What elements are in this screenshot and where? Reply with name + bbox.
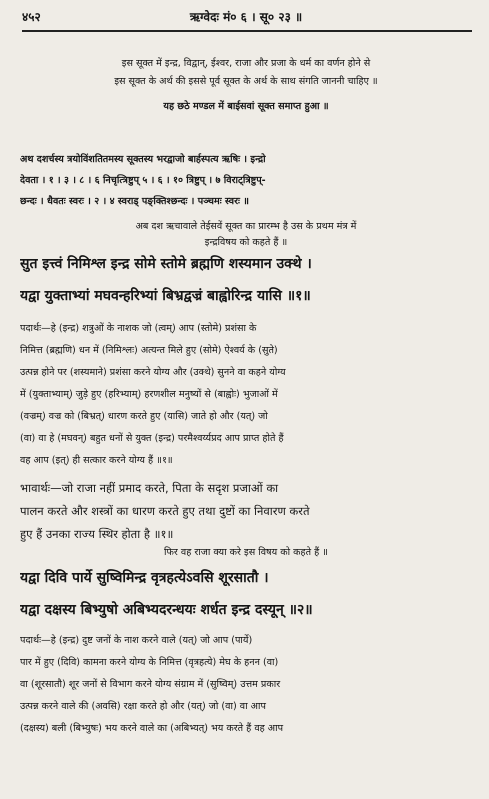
- padartha-line: उत्पन्न होने पर (शस्यमाने) प्रशंसा करने योग्य और (उक्थे) सुनने वा कहने योग्य: [20, 367, 286, 378]
- padartha-line: पदार्थः—हे (इन्द्र) शत्रुओं के नाशक जो (त्वम्) आप (स्तोमे) प्रशंसा के: [20, 323, 257, 334]
- intro-line: इस सूक्त के अर्थ की इससे पूर्व सूक्त के अर्थ के साथ संगति जाननी चाहिए ॥: [114, 76, 378, 87]
- padartha-line: में (युक्ताभ्याम्) जुड़े हुए (हरिभ्याम्) हरणशील मनुष्यों से (बाह्वोः) भुजाओं में: [20, 389, 278, 400]
- bhavartha-line: पालन करते और शस्त्रों का धारण करते हुए तथा दुष्टों का निवारण करते: [20, 504, 310, 518]
- padartha-line: निमित्त (ब्रह्मणि) धन में (निमिश्लः) अत्यन्त मिले हुए (सोमे) ऐश्वर्य के (सुते): [20, 345, 278, 356]
- meta-line: छन्दः । धैवतः स्वरः । २ । ४ स्वराड् पङ्क्तिश्छन्दः । पञ्चमः स्वरः ॥: [20, 196, 250, 207]
- lead-line: अब दश ऋचावाले तेईसवें सूक्त का प्रारम्भ है उस के प्रथम मंत्र में: [135, 221, 357, 232]
- padartha-line: पदार्थः—हे (इन्द्र) दुष्ट जनों के नाश करने वाले (यत्) जो आप (पार्ये): [20, 635, 253, 646]
- meta-line: देवता । १ । ३ । ८ । ६ निचृत्त्रिष्टुप् ५ । ६ । १० त्रिष्टुप् । ७ विराट्त्रिष्टुप्-: [20, 175, 266, 186]
- padartha-line: उत्पन्न करने वाले की (अवसि) रक्षा करते हो और (यत्) जो (वा) वा आप: [20, 701, 266, 712]
- bhavartha-line: भावार्थः—जो राजा नहीं प्रमाद करते, पिता के सदृश प्रजाओं का: [20, 481, 279, 495]
- mantra-line: यद्वा युक्ताभ्यां मघवन्हरिभ्यां बिभ्रद्वज्रं बाह्वोरिन्द्र यासि ॥१॥: [20, 288, 311, 304]
- meta-line: अथ दशर्चस्य त्रयोविंशतितमस्य सूक्तस्य भरद्वाजो बार्हस्पत्य ऋषिः । इन्द्रो: [20, 154, 266, 165]
- mantra-line: सुत इत्त्वं निमिश्ल इन्द्र सोमे स्तोमे ब्रह्मणि शस्यमान उक्थे ।: [20, 256, 312, 272]
- running-title: ऋग्वेदः मं० ६ । सू० २३ ॥: [189, 10, 303, 24]
- padartha-line: वा (शूरसातौ) शूर जनों से विभाग करने योग्य संग्राम में (सुष्विम्) उत्तम प्रकार: [20, 679, 281, 690]
- mantra-line: यद्वा दक्षस्य बिभ्युषो अबिभ्यदरन्धयः शर्धत इन्द्र दस्यून् ॥२॥: [20, 602, 313, 618]
- mantra-line: यद्वा दिवि पार्ये सुष्विमिन्द्र वृत्रहत्येऽवसि शूरसातौ ।: [20, 570, 269, 586]
- padartha-line: (वा) वा हे (मघवन्) बहुत धनों से युक्त (इन्द्र) परमैश्वर्य्यप्रद आप प्राप्त होते हैं: [20, 433, 284, 444]
- padartha-line: पार में हुए (दिवि) कामना करने योग्य के निमित्त (वृत्रहत्ये) मेघ के हनन (वा): [20, 657, 279, 668]
- lead-line: फिर वह राजा क्या करे इस विषय को कहते हैं ॥: [164, 547, 328, 558]
- lead-line: इन्द्रविषय को कहते हैं ॥: [204, 237, 288, 248]
- bhavartha-line: हुए हैं उनका राज्य स्थिर होता है ॥१॥: [20, 527, 174, 541]
- header-rule: [22, 30, 472, 32]
- padartha-line: (दक्षस्य) बली (बिभ्युषः) भय करने वाले का (अबिभ्यत्) भय करते हैं वह आप: [20, 723, 284, 734]
- page-header: [22, 8, 470, 30]
- page-number: ४५२: [22, 10, 41, 24]
- padartha-line: (वज्रम्) वज्र को (बिभ्रत्) धारण करते हुए (यासि) जाते हो और (यत्) जो: [20, 411, 268, 422]
- intro-line: इस सूक्त में इन्द्र, विद्वान्, ईश्वर, राजा और प्रजा के धर्म का वर्णन होने से: [121, 58, 371, 69]
- padartha-line: वह आप (इत्) ही सत्कार करने योग्य हैं ॥१॥: [20, 455, 173, 466]
- sukta-end-note: यह छठे मण्डल में बाईसवां सूक्त समाप्त हुआ ॥: [163, 101, 329, 112]
